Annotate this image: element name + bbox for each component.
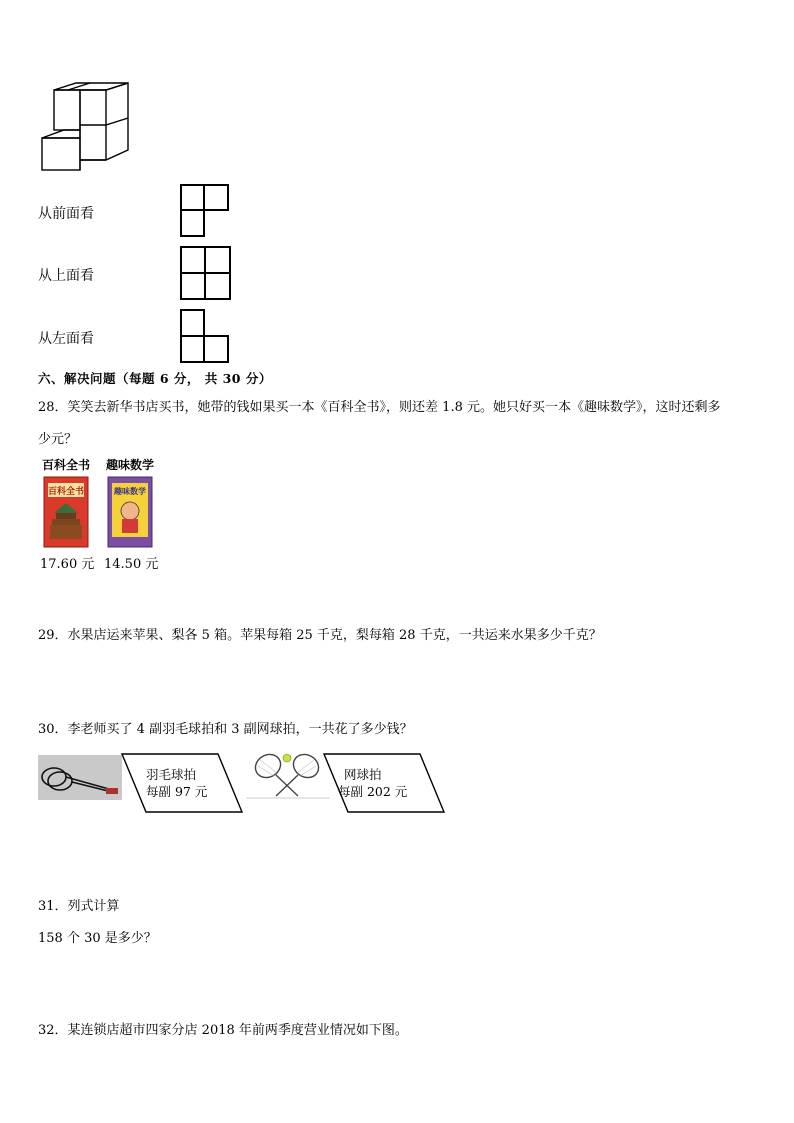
tennis-price: 每副 202 元 <box>338 784 408 799</box>
tennis-price-tag <box>322 752 446 814</box>
book-title: 百科全书 <box>41 458 90 472</box>
tennis-name: 网球拍 <box>344 767 382 782</box>
view-label-left: 从左面看 <box>38 331 94 347</box>
front-view-grid <box>180 184 230 238</box>
badminton-price-tag <box>120 752 244 814</box>
view-label-top: 从上面看 <box>38 268 94 284</box>
book-price: 14.50 元 <box>104 557 159 572</box>
book-cover-text: 百科全书 <box>47 487 85 497</box>
cube-figure <box>38 80 132 178</box>
view-label-front: 从前面看 <box>38 206 94 222</box>
book-encyclopedia <box>40 456 95 572</box>
section-title: 六、解决问题（每题 6 分， 共 30 分） <box>38 371 272 386</box>
question-31-text: 158 个 30 是多少？ <box>38 931 157 946</box>
tennis-racket-image <box>246 750 330 800</box>
question-28-line2: 少元？ <box>38 432 78 447</box>
book-price: 17.60 元 <box>40 557 95 572</box>
badminton-racket-image <box>38 755 122 800</box>
book-cover-encyclopedia <box>40 475 92 549</box>
question-30: 30．李老师买了 4 副羽毛球拍和 3 副网球拍，一共花了多少钱？ <box>38 722 413 737</box>
book-fun-math <box>104 456 159 572</box>
question-28-line1: 28．笑笑去新华书店买书，她带的钱如果买一本《百科全书》，则还差 1.8 元。她只好买一本《趣味数学》，这时还剩多 <box>38 400 721 415</box>
left-view-grid <box>180 309 230 364</box>
book-cover-text: 趣味数学 <box>114 487 146 496</box>
book-title: 趣味数学 <box>105 458 154 472</box>
book-cover-fun-math <box>104 475 156 549</box>
badminton-price: 每副 97 元 <box>146 784 208 799</box>
question-32: 32．某连锁店超市四家分店 2018 年前两季度营业情况如下图。 <box>38 1023 408 1038</box>
top-view-grid <box>180 246 232 301</box>
question-29: 29．水果店运来苹果、梨各 5 箱。苹果每箱 25 千克，梨每箱 28 千克，一共运来水果多少千克？ <box>38 628 602 643</box>
question-31-title: 31．列式计算 <box>38 899 120 914</box>
badminton-name: 羽毛球拍 <box>146 767 197 782</box>
